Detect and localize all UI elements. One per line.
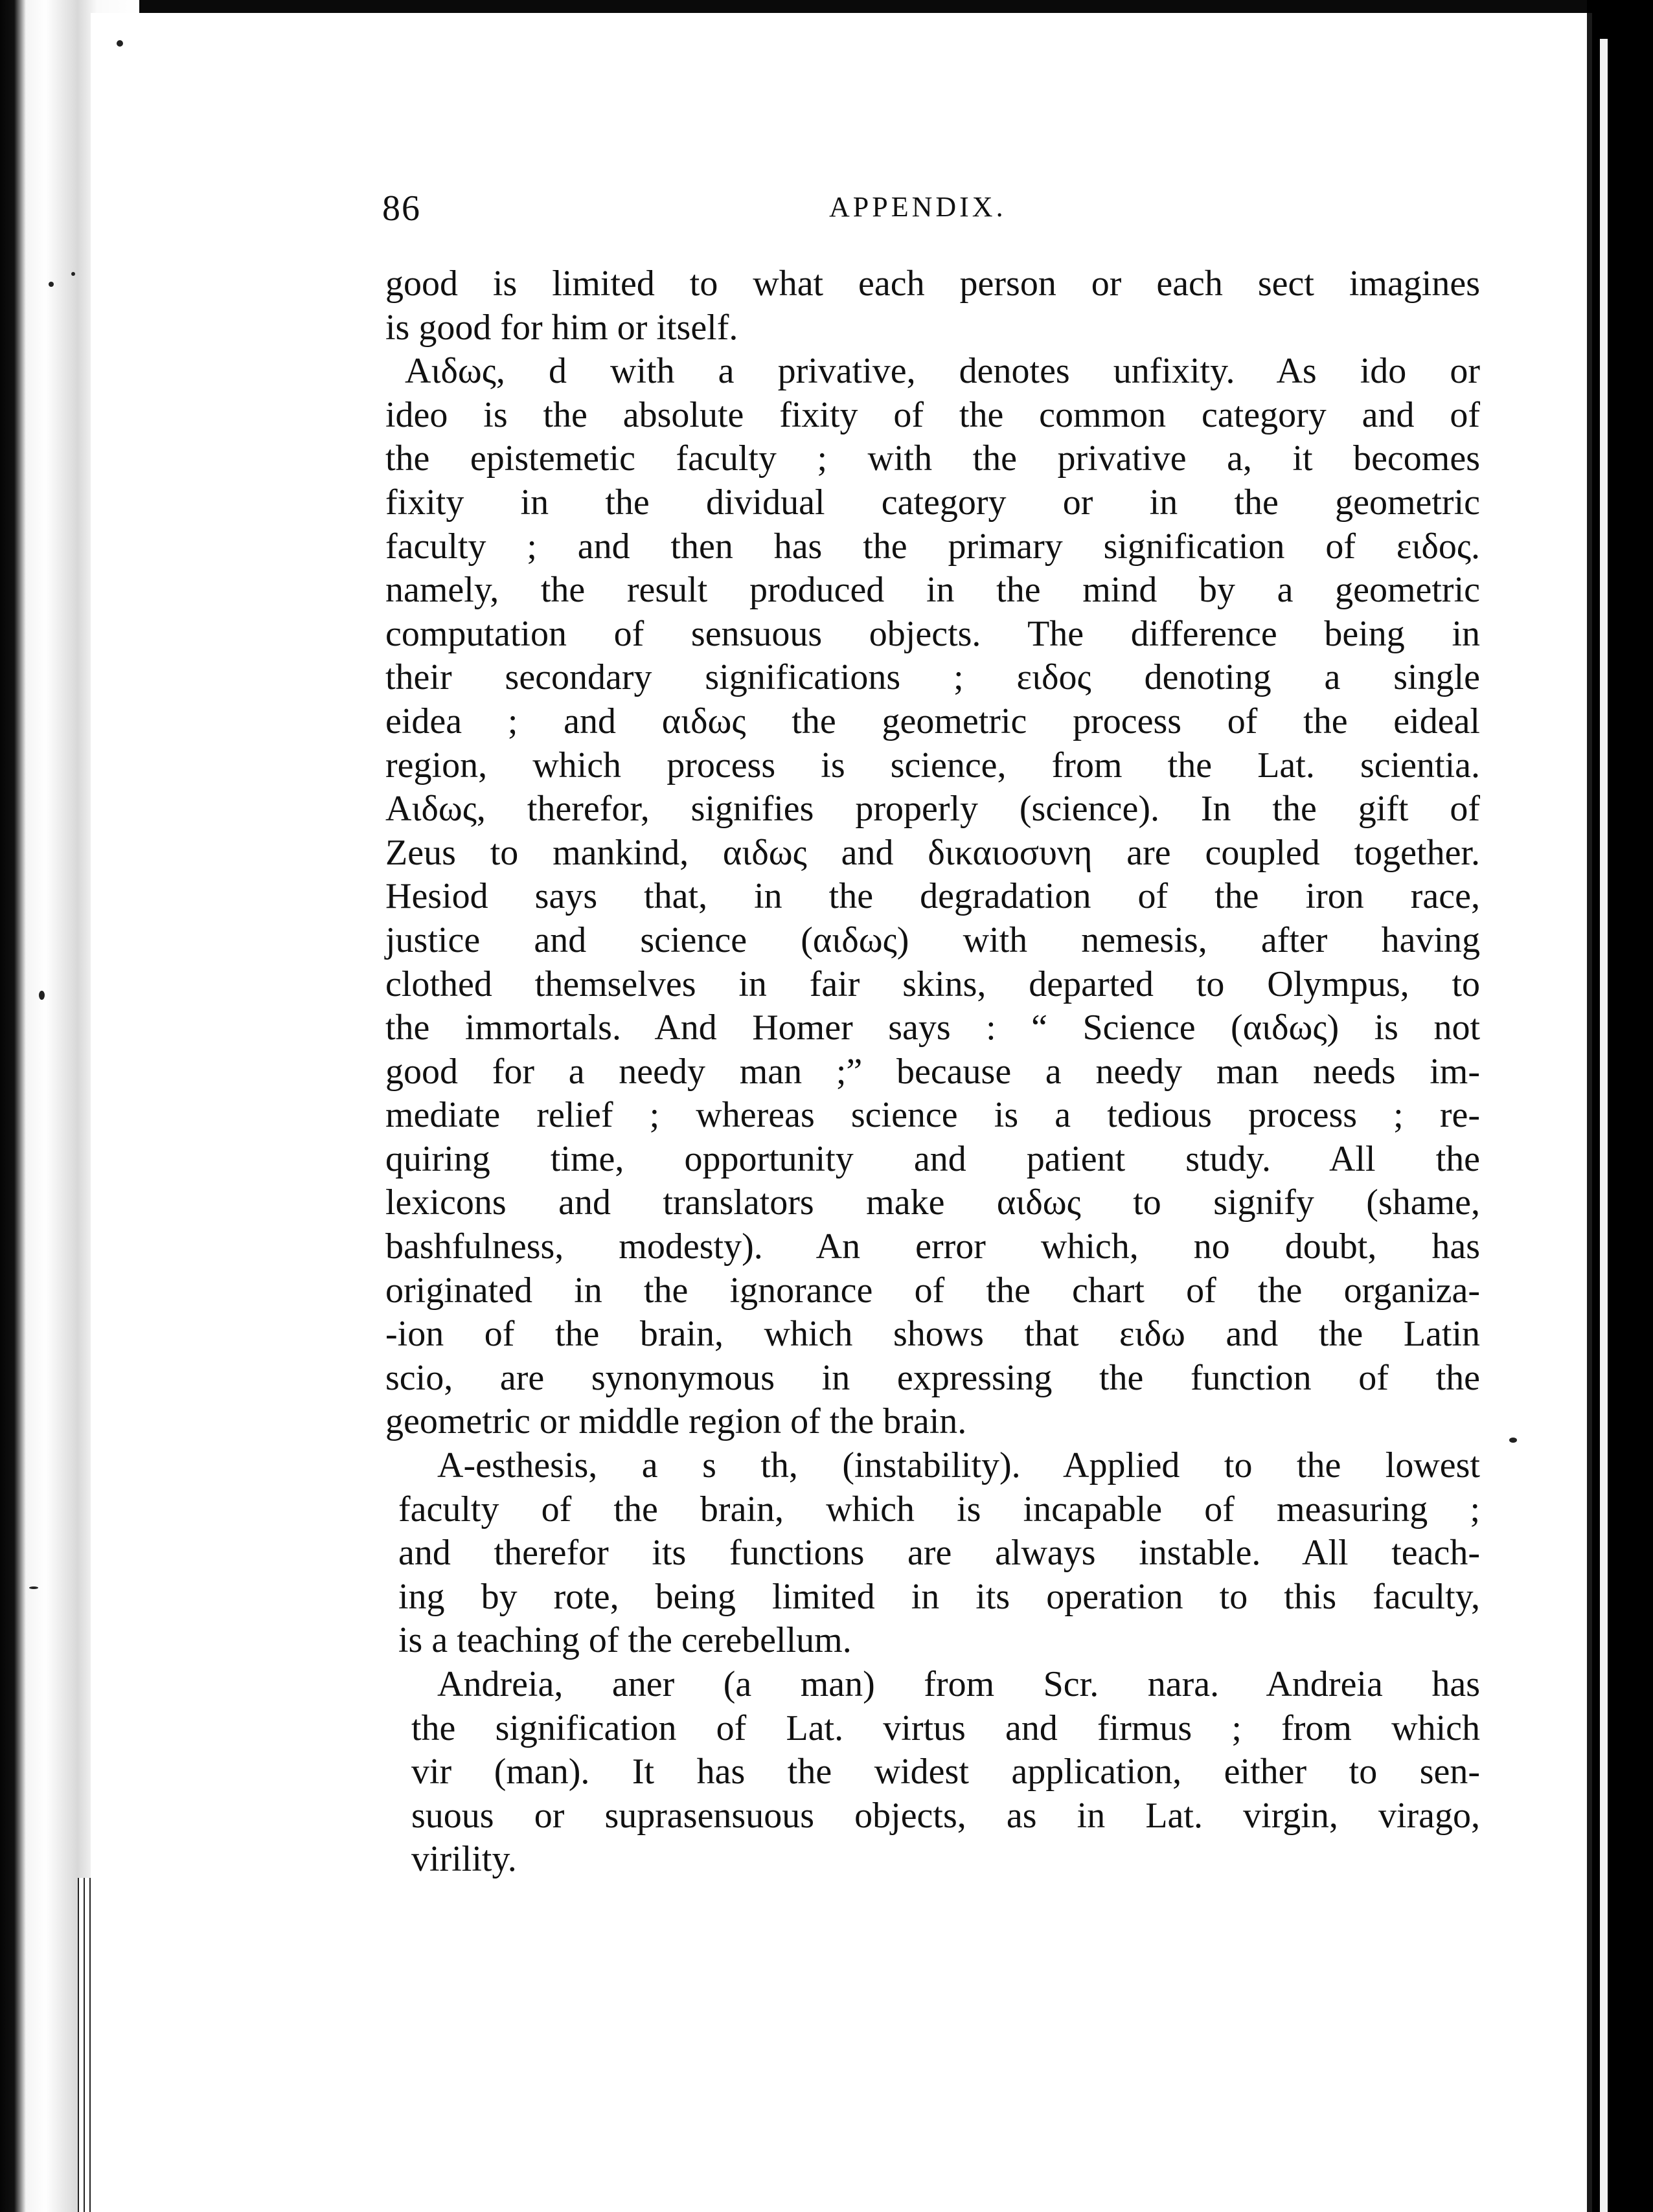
margin-speck <box>71 272 75 276</box>
text-line: suous or suprasensuous objects, as in Lat. virgin, virago, <box>411 1795 1480 1836</box>
body-text <box>385 262 1480 1882</box>
text-line: good for a needy man ;” because a needy man needs im- <box>385 1051 1480 1092</box>
text-line: Andreia, aner (a man) from Scr. nara. Andreia has <box>437 1664 1480 1704</box>
page-number: 86 <box>382 188 421 229</box>
margin-speck <box>1509 1438 1517 1443</box>
margin-speck <box>29 1586 38 1589</box>
text-line: faculty of the brain, which is incapable of measuring ; <box>398 1489 1480 1529</box>
text-line: A-esthesis, a s th, (instability). Applied to the lowest <box>437 1445 1480 1486</box>
text-line: the epistemetic faculty ; with the privative a, it becomes <box>385 438 1480 479</box>
text-line: eidea ; and αιδως the geometric process of the eideal <box>385 701 1480 741</box>
gutter-shadow <box>1587 13 1592 2212</box>
text-line: originated in the ignorance of the chart of the organiza- <box>385 1270 1480 1311</box>
text-line: Zeus to mankind, αιδως and δικαιοσυνη are coupled together. <box>385 832 1480 873</box>
running-head: APPENDIX. <box>829 191 1007 223</box>
text-line: justice and science (αιδως) with nemesis, after having <box>385 920 1480 960</box>
text-line: the immortals. And Homer says : “ Science (αιδως) is not <box>385 1008 1480 1048</box>
text-line: scio, are synonymous in expressing the function of the <box>385 1357 1480 1398</box>
text-line: geometric or middle region of the brain. <box>385 1401 967 1442</box>
text-line: ing by rote, being limited in its operation to this faculty, <box>398 1576 1480 1617</box>
text-line: the signification of Lat. virtus and firmus ; from which <box>411 1708 1480 1748</box>
text-line: Αιδως, therefor, signifies properly (science). In the gift of <box>385 789 1480 830</box>
scan-right-border <box>1587 0 1653 2212</box>
text-line: bashfulness, modesty). An error which, no doubt, has <box>385 1226 1480 1267</box>
text-line: is a teaching of the cerebellum. <box>398 1620 852 1661</box>
text-line: good is limited to what each person or each sect imagines <box>385 264 1480 304</box>
text-line: namely, the result produced in the mind by a geometric <box>385 570 1480 611</box>
text-line: mediate relief ; whereas science is a tedious process ; re- <box>385 1095 1480 1136</box>
text-line: clothed themselves in fair skins, departed to Olympus, to <box>385 964 1480 1004</box>
text-line: quiring time, opportunity and patient study. All the <box>385 1138 1480 1179</box>
text-line: computation of sensuous objects. The difference being in <box>385 613 1480 654</box>
text-line: Hesiod says that, in the degradation of the iron race, <box>385 876 1480 917</box>
facing-page-edge <box>1600 39 1608 2212</box>
text-line: is good for him or itself. <box>385 307 738 348</box>
margin-speck <box>49 282 54 287</box>
margin-speck <box>117 40 123 47</box>
text-line: virility. <box>411 1839 517 1880</box>
text-line: Αιδως, d with a privative, denotes unfixity. As ido or <box>405 351 1480 392</box>
text-line: vir (man). It has the widest application, either to sen- <box>411 1752 1480 1792</box>
text-line: fixity in the dividual category or in the geometric <box>385 482 1480 523</box>
scan-top-border <box>0 0 1653 13</box>
text-line: region, which process is science, from the Lat. scientia. <box>385 745 1480 785</box>
text-line: lexicons and translators make αιδως to signify (shame, <box>385 1182 1480 1223</box>
page-header <box>382 188 1483 233</box>
text-line: -ion of the brain, which shows that ειδω and the Latin <box>385 1314 1480 1355</box>
text-line: ideo is the absolute fixity of the common category and of <box>385 394 1480 435</box>
text-line: faculty ; and then has the primary signification of ειδος. <box>385 526 1480 567</box>
text-line: and therefor its functions are always instable. All teach- <box>398 1533 1480 1574</box>
margin-speck <box>39 991 45 1000</box>
text-line: their secondary significations ; ειδος denoting a single <box>385 657 1480 698</box>
